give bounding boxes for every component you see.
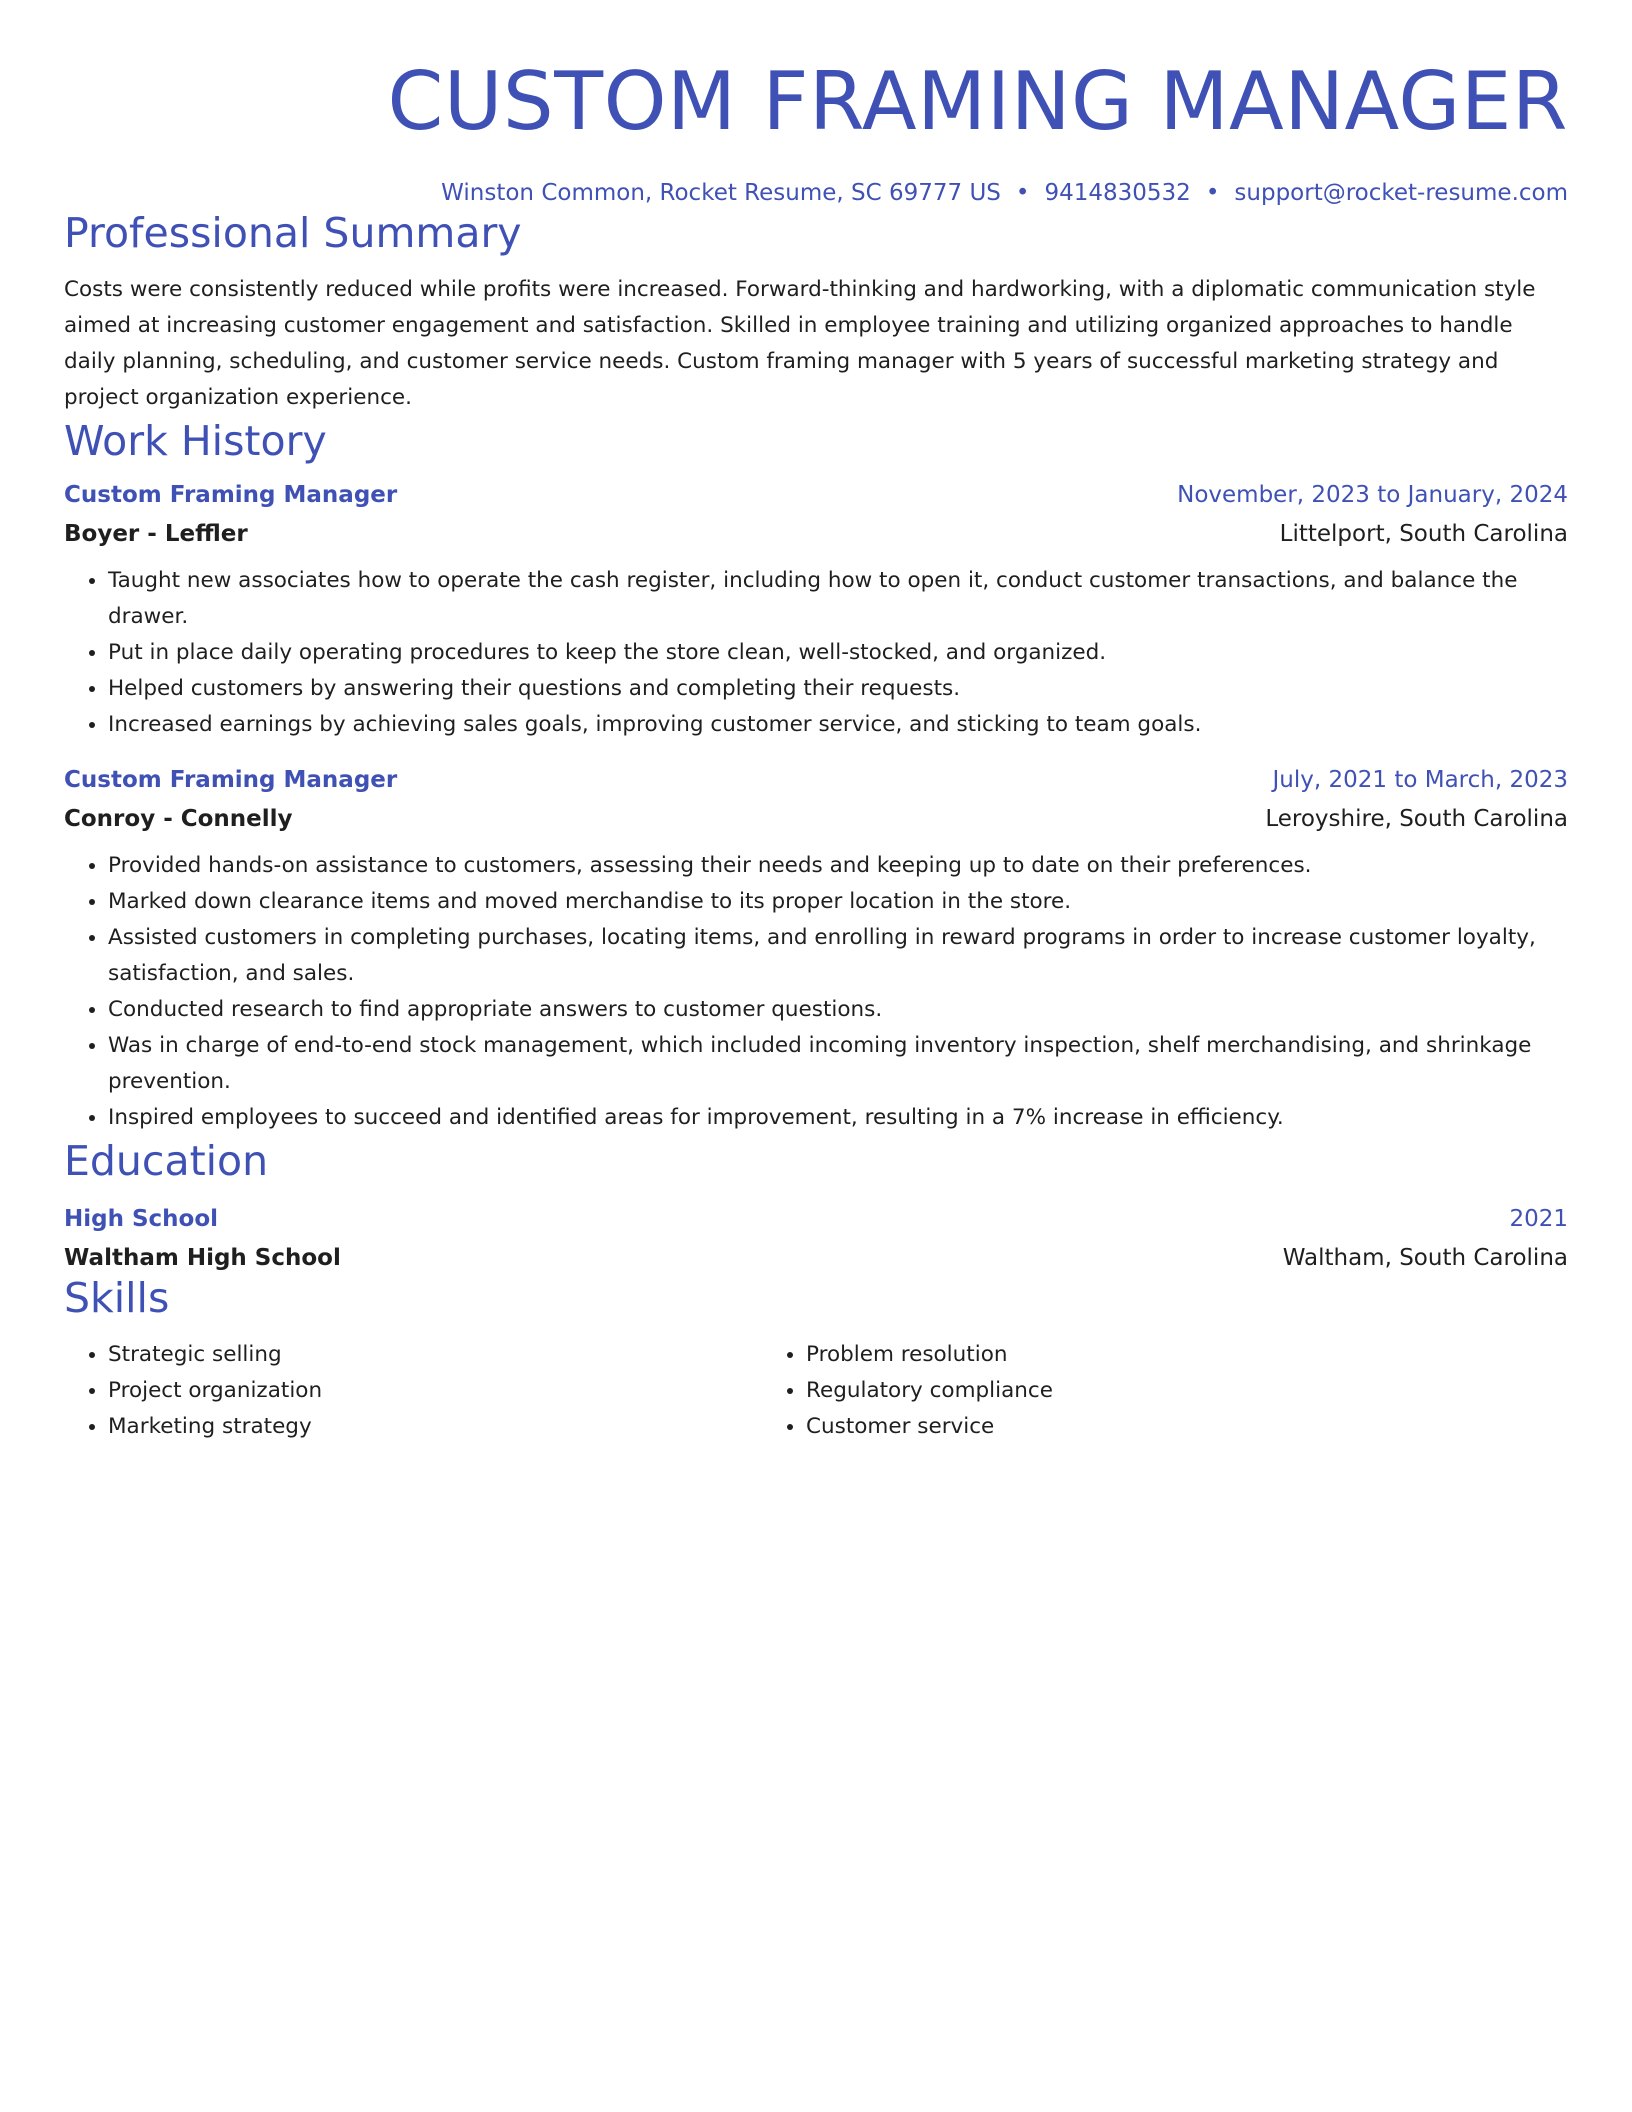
job-bullet: • Put in place daily operating procedures to keep the store clean, well-stocked, and organized. xyxy=(108,635,1568,671)
job-bullet: • Marked down clearance items and moved merchandise to its proper location in the store. xyxy=(108,884,1568,920)
job-bullet: • Was in charge of end-to-end stock management, which included incoming inventory inspection, shelf merchandising, and shrinkage prevention. xyxy=(108,1028,1568,1100)
job-bullet: • Increased earnings by achieving sales goals, improving customer service, and sticking to team goals. xyxy=(108,707,1568,743)
resume-title: CUSTOM FRAMING MANAGER xyxy=(387,55,1568,148)
skill-item: • Strategic selling xyxy=(108,1337,762,1373)
skill-item: • Problem resolution xyxy=(806,1337,1522,1373)
job-bullet: • Inspired employees to succeed and identified areas for improvement, resulting in a 7% increase in efficiency. xyxy=(108,1100,1568,1136)
job-bullet: • Taught new associates how to operate the cash register, including how to open it, conduct customer transactions, and balance the drawer. xyxy=(108,563,1568,635)
job-bullets xyxy=(64,848,1568,1136)
skill-item: • Customer service xyxy=(806,1409,1522,1445)
job-bullet: • Assisted customers in completing purchases, locating items, and enrolling in reward programs in order to increase customer loyalty, satisfaction, and sales. xyxy=(108,920,1568,992)
contact-separator: • xyxy=(1015,180,1030,206)
skill-item: • Project organization xyxy=(108,1373,762,1409)
skills-heading: Skills xyxy=(64,1274,170,1322)
job-title: Custom Framing Manager xyxy=(64,482,398,508)
job-location: Littelport, South Carolina xyxy=(1279,521,1568,547)
education-entry xyxy=(64,1204,1568,1273)
job-dates: November, 2023 to January, 2024 xyxy=(1177,482,1568,508)
skills-list-right xyxy=(762,1337,1522,1445)
job-entry xyxy=(64,765,1568,1136)
contact-email: support@rocket-resume.com xyxy=(1234,180,1568,206)
job-company: Boyer - Leffler xyxy=(64,521,248,547)
skills-columns xyxy=(64,1337,1568,1445)
job-entry xyxy=(64,480,1568,743)
job-location: Leroyshire, South Carolina xyxy=(1265,806,1568,832)
contact-address: Winston Common, Rocket Resume, SC 69777 US xyxy=(441,180,1001,206)
summary-text: Costs were consistently reduced while profits were increased. Forward-thinking and hardworking, with a diplomatic communication style aimed at increasing customer engagement and satisfaction. Skilled in employee training and utilizing organized approaches to handle daily planning, scheduling, and customer service needs. Custom framing manager with 5 years of successful marketing strategy and project organization experience. xyxy=(64,277,1536,410)
job-bullet: • Helped customers by answering their questions and completing their requests. xyxy=(108,671,1568,707)
job-title-row xyxy=(64,765,1568,795)
job-bullet: • Provided hands-on assistance to customers, assessing their needs and keeping up to date on their preferences. xyxy=(108,848,1568,884)
education-degree: High School xyxy=(64,1206,219,1232)
job-company-row xyxy=(64,804,1568,834)
job-bullets xyxy=(64,563,1568,743)
education-degree-row xyxy=(64,1204,1568,1234)
resume-page xyxy=(64,0,1568,1445)
contact-line xyxy=(64,178,1568,208)
summary-heading: Professional Summary xyxy=(64,209,522,257)
education-school-row xyxy=(64,1243,1568,1273)
job-company: Conroy - Connelly xyxy=(64,806,293,832)
job-bullet: • Conducted research to find appropriate answers to customer questions. xyxy=(108,992,1568,1028)
job-title-row xyxy=(64,480,1568,510)
education-school: Waltham High School xyxy=(64,1245,341,1271)
contact-phone: 9414830532 xyxy=(1044,180,1191,206)
job-company-row xyxy=(64,519,1568,549)
work-history-heading: Work History xyxy=(64,417,327,465)
education-location: Waltham, South Carolina xyxy=(1282,1245,1568,1271)
skills-list-left xyxy=(64,1337,762,1445)
contact-separator: • xyxy=(1205,180,1220,206)
education-heading: Education xyxy=(64,1137,269,1185)
job-title: Custom Framing Manager xyxy=(64,767,398,793)
skill-item: • Regulatory compliance xyxy=(806,1373,1522,1409)
skill-item: • Marketing strategy xyxy=(108,1409,762,1445)
education-year: 2021 xyxy=(1509,1206,1568,1232)
job-dates: July, 2021 to March, 2023 xyxy=(1272,767,1568,793)
